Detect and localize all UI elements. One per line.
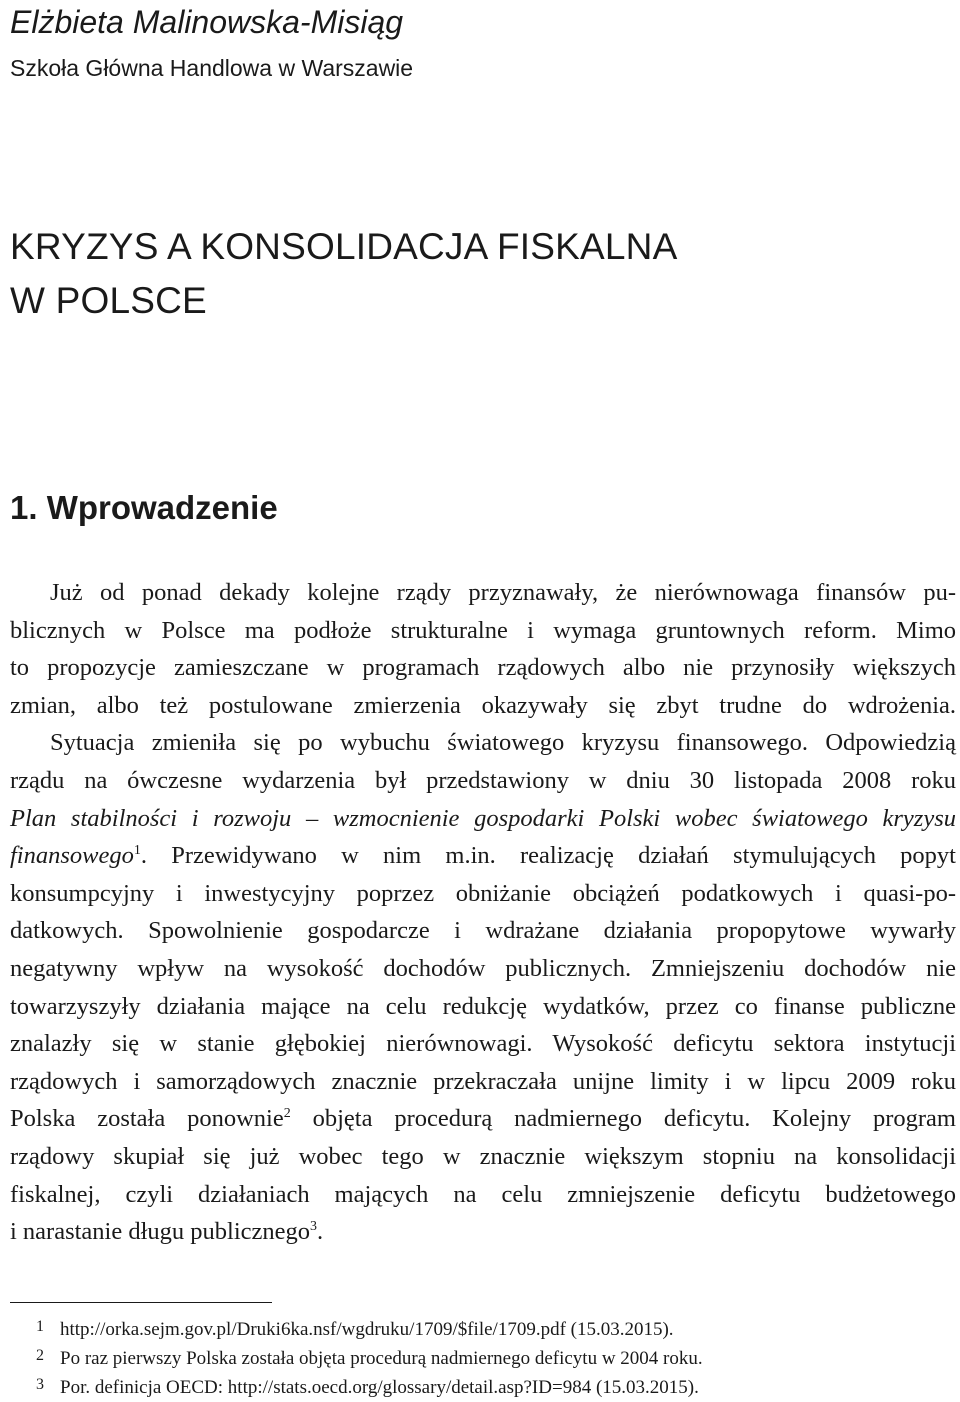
- section-heading: 1. Wprowadzenie: [10, 489, 278, 526]
- body-text-span: i narastanie długu publicznego: [10, 1218, 311, 1246]
- footnote-item: [10, 1312, 703, 1341]
- body-line: rządowy skupiał się już wobec tego w znacznie większym stopniu na konsolidacji: [10, 1142, 956, 1170]
- author-affiliation: Szkoła Główna Handlowa w Warszawie: [10, 55, 414, 81]
- footnote-ref: 3: [310, 1219, 318, 1235]
- body-line: Sytuacja zmieniła się po wybuchu światowego kryzysu finansowego. Odpowiedzią: [50, 729, 956, 757]
- body-line: fiskalnej, czyli działaniach mających na celu zmniejszenie deficytu budżetowego: [10, 1180, 956, 1208]
- footnote-text: Po raz pierwszy Polska została objęta procedurą nadmiernego deficytu w 2004 roku.: [60, 1348, 703, 1369]
- body-line: to propozycje zamieszczane w programach rządowych albo nie przynosiły większych: [10, 654, 956, 682]
- author-name: Elżbieta Malinowska-Misiąg: [10, 4, 404, 40]
- body-paragraph: [10, 574, 956, 1251]
- footnote-item: [10, 1341, 703, 1370]
- body-line: Już od ponad dekady kolejne rządy przyznawały, że nierównowaga finansów pu-: [50, 579, 956, 606]
- body-line: datkowych. Spowolnienie gospodarcze i wdrażane działania propopytowe wywarły: [10, 917, 956, 945]
- article-title-line-2: W POLSCE: [10, 280, 207, 321]
- body-line: negatywny wpływ na wysokość dochodów publicznych. Zmniejszeniu dochodów nie: [10, 954, 956, 982]
- footnote-number: 1: [36, 1318, 44, 1335]
- body-line: zmian, albo też postulowane zmierzenia okazywały się zbyt trudne do wdrożenia.: [10, 691, 956, 719]
- body-line: rządu na ówczesne wydarzenia był przedstawiony w dniu 30 listopada 2008 roku: [10, 766, 956, 794]
- body-line: [10, 837, 956, 875]
- body-line: towarzyszyły działania mające na celu redukcję wydatków, przez co finanse publiczne: [10, 992, 956, 1020]
- body-line: rządowych i samorządowych znacznie przekraczała unijne limity i w lipcu 2009 roku: [10, 1067, 956, 1095]
- body-line: blicznych w Polsce ma podłoże strukturalne i wymaga gruntownych reform. Mimo: [10, 616, 956, 644]
- body-line: znalazły się w stanie głębokiej nierównowagi. Wysokość deficytu sektora instytucji: [10, 1030, 956, 1058]
- body-text-span: . Przewidywano w nim m.in. realizację działań stymulujących popyt: [140, 842, 956, 870]
- body-text-span: objęta procedurą nadmiernego deficytu. Kolejny program: [290, 1105, 956, 1133]
- footnote-item: [10, 1370, 703, 1399]
- plan-title-end: finansowego: [10, 842, 134, 870]
- footnotes: [10, 1312, 703, 1399]
- footnote-number: 3: [36, 1376, 44, 1393]
- footnote-text: Por. definicja OECD: http://stats.oecd.org/glossary/detail.asp?ID=984 (15.03.2015).: [60, 1377, 699, 1398]
- footnote-ref: 1: [133, 843, 141, 859]
- footnote-ref: 2: [283, 1106, 291, 1122]
- article-title: [10, 220, 677, 328]
- body-line: [10, 1100, 956, 1138]
- footnote-text: http://orka.sejm.gov.pl/Druki6ka.nsf/wgdruku/1709/$file/1709.pdf (15.03.2015).: [60, 1319, 674, 1340]
- footnote-separator: [10, 1302, 272, 1303]
- body-text-span: Polska została ponownie: [10, 1105, 284, 1133]
- body-line: [10, 1213, 956, 1251]
- article-title-line-1: KRYZYS A KONSOLIDACJA FISKALNA: [10, 226, 678, 267]
- body-line-italic: Plan stabilności i rozwoju – wzmocnienie gospodarki Polski wobec światowego kryzysu: [10, 804, 956, 832]
- footnote-number: 2: [36, 1347, 44, 1364]
- body-line: konsumpcyjny i inwestycyjny poprzez obniżanie obciążeń podatkowych i quasi-po-: [10, 879, 956, 907]
- body-text-span: .: [317, 1218, 324, 1246]
